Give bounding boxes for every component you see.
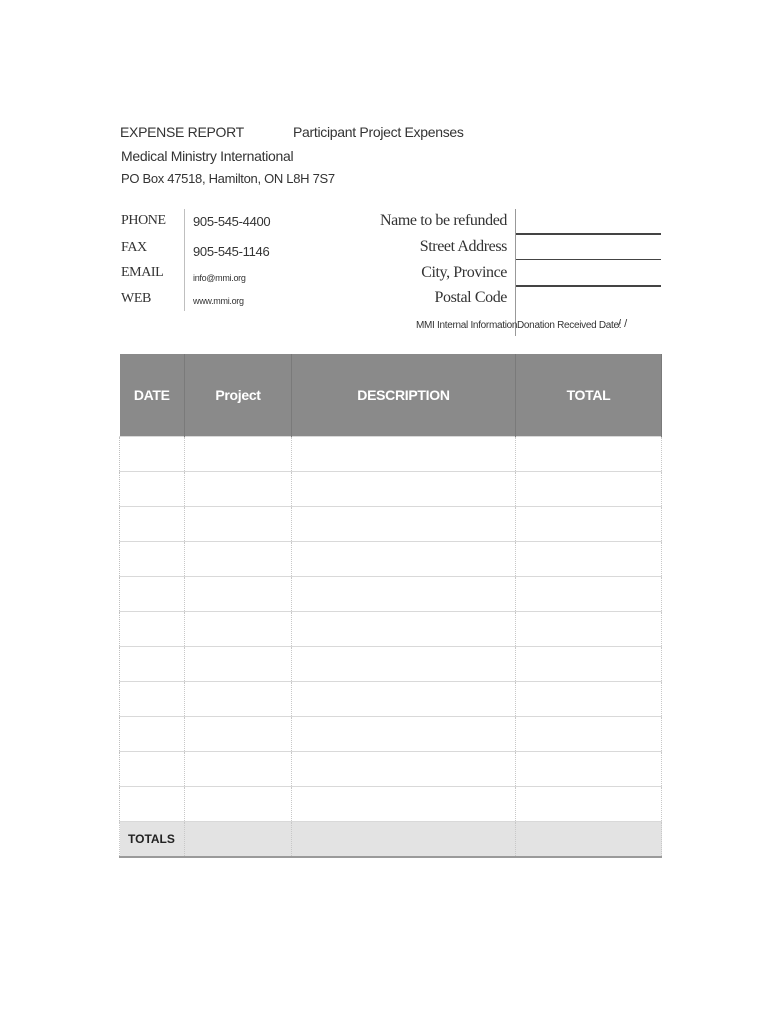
total-cell[interactable] — [516, 682, 662, 717]
date-cell[interactable] — [120, 437, 185, 472]
email-value: info@mmi.org — [193, 273, 246, 283]
column-header-description: DESCRIPTION — [292, 354, 516, 437]
project-cell[interactable] — [185, 577, 292, 612]
contact-divider — [184, 209, 185, 311]
web-label: WEB — [121, 291, 151, 306]
date-cell[interactable] — [120, 682, 185, 717]
total-cell[interactable] — [516, 577, 662, 612]
description-cell[interactable] — [292, 647, 516, 682]
project-cell[interactable] — [185, 507, 292, 542]
total-cell[interactable] — [516, 787, 662, 822]
total-cell[interactable] — [516, 647, 662, 682]
city-province-field[interactable] — [516, 285, 661, 287]
date-cell[interactable] — [120, 752, 185, 787]
totals-row — [120, 822, 662, 858]
total-cell[interactable] — [516, 472, 662, 507]
column-header-date: DATE — [120, 354, 185, 437]
project-cell[interactable] — [185, 787, 292, 822]
date-cell[interactable] — [120, 542, 185, 577]
table-row — [120, 752, 662, 787]
project-cell[interactable] — [185, 647, 292, 682]
totals-description-cell — [292, 822, 516, 858]
description-cell[interactable] — [292, 437, 516, 472]
total-cell[interactable] — [516, 612, 662, 647]
web-value: www.mmi.org — [193, 296, 244, 306]
total-cell[interactable] — [516, 437, 662, 472]
description-cell[interactable] — [292, 507, 516, 542]
table-row — [120, 682, 662, 717]
project-cell[interactable] — [185, 682, 292, 717]
refund-name-label: Name to be refunded — [379, 212, 507, 229]
phone-label: PHONE — [121, 213, 166, 228]
description-cell[interactable] — [292, 612, 516, 647]
street-address-label: Street Address — [419, 238, 507, 255]
table-row — [120, 507, 662, 542]
city-province-label: City, Province — [421, 264, 507, 281]
table-row — [120, 472, 662, 507]
email-label: EMAIL — [121, 265, 164, 280]
description-cell[interactable] — [292, 717, 516, 752]
column-header-project: Project — [185, 354, 292, 437]
table-row — [120, 612, 662, 647]
description-cell[interactable] — [292, 787, 516, 822]
street-address-field[interactable] — [516, 259, 661, 260]
description-cell[interactable] — [292, 577, 516, 612]
date-cell[interactable] — [120, 717, 185, 752]
description-cell[interactable] — [292, 682, 516, 717]
date-cell[interactable] — [120, 472, 185, 507]
table-row — [120, 647, 662, 682]
date-cell[interactable] — [120, 577, 185, 612]
mmi-internal-label: MMI Internal Information — [416, 320, 518, 331]
description-cell[interactable] — [292, 472, 516, 507]
total-cell[interactable] — [516, 752, 662, 787]
column-header-total: TOTAL — [516, 354, 662, 437]
description-cell[interactable] — [292, 752, 516, 787]
organization-address: PO Box 47518, Hamilton, ON L8H 7S7 — [121, 171, 335, 186]
total-cell[interactable] — [516, 717, 662, 752]
date-cell[interactable] — [120, 787, 185, 822]
table-row — [120, 577, 662, 612]
totals-project-cell — [185, 822, 292, 858]
fax-label: FAX — [121, 240, 147, 255]
refund-name-field[interactable] — [516, 233, 661, 235]
phone-value: 905-545-4400 — [193, 214, 271, 229]
totals-label: TOTALS — [120, 822, 185, 858]
project-cell[interactable] — [185, 437, 292, 472]
project-cell[interactable] — [185, 752, 292, 787]
expense-table — [119, 354, 662, 858]
project-cell[interactable] — [185, 472, 292, 507]
date-cell[interactable] — [120, 507, 185, 542]
total-cell[interactable] — [516, 507, 662, 542]
table-row — [120, 437, 662, 472]
donation-date-label: Donation Received Date: — [517, 320, 622, 331]
report-title: EXPENSE REPORT — [120, 124, 244, 140]
fax-value: 905-545-1146 — [193, 244, 270, 259]
table-row — [120, 717, 662, 752]
project-cell[interactable] — [185, 542, 292, 577]
grand-total-cell[interactable] — [516, 822, 662, 858]
date-cell[interactable] — [120, 647, 185, 682]
table-row — [120, 787, 662, 822]
table-row — [120, 542, 662, 577]
donation-date-field[interactable]: / / — [618, 318, 628, 330]
refund-divider — [515, 209, 516, 336]
table-header-row — [120, 354, 662, 437]
project-cell[interactable] — [185, 612, 292, 647]
description-cell[interactable] — [292, 542, 516, 577]
organization-name: Medical Ministry International — [121, 148, 294, 164]
date-cell[interactable] — [120, 612, 185, 647]
report-subtitle: Participant Project Expenses — [293, 124, 464, 140]
postal-code-label: Postal Code — [434, 289, 507, 306]
project-cell[interactable] — [185, 717, 292, 752]
total-cell[interactable] — [516, 542, 662, 577]
